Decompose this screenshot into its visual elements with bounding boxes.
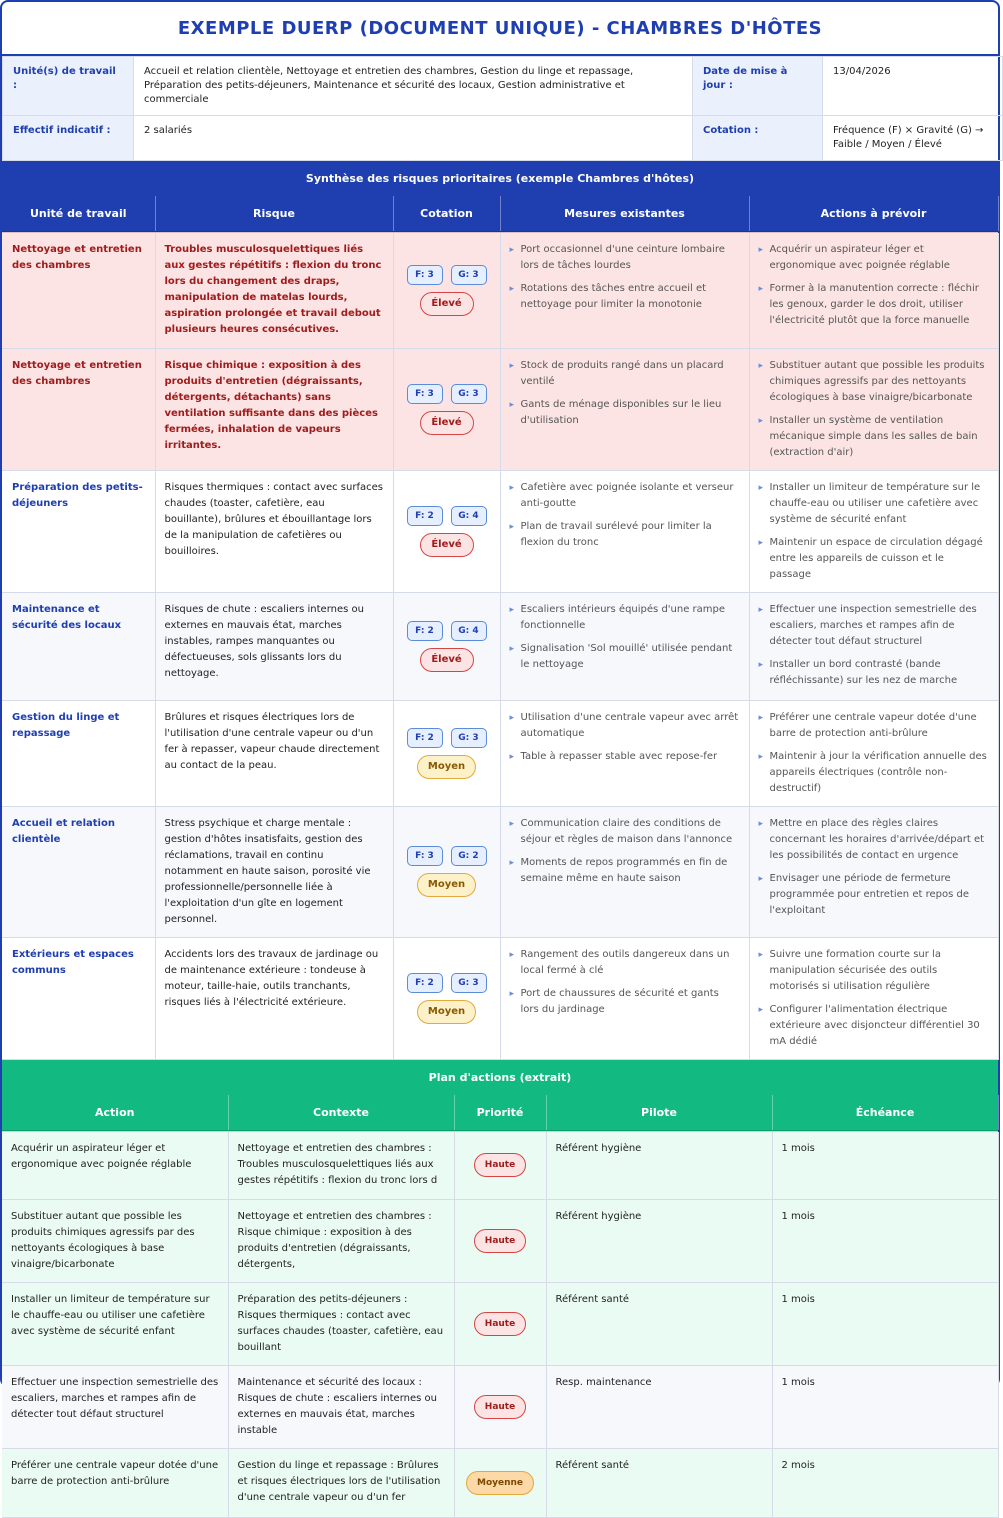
severity-chip: G: 3 xyxy=(451,384,487,404)
col-header-action: Action xyxy=(2,1095,228,1131)
priority-badge: Haute xyxy=(474,1153,526,1177)
rating-cell xyxy=(393,937,500,1059)
frequency-chip: F: 2 xyxy=(407,728,443,748)
rating-cell xyxy=(393,470,500,592)
plan-pilot: Référent hygiène xyxy=(546,1131,772,1200)
plan-action: Préférer une centrale vapeur dotée d'une barre de protection anti-brûlure xyxy=(2,1449,228,1518)
planned-action-item: ▸ Former à la manutention correcte : fléchir les genoux, garder le dos droit, utiliser l'électricité plutôt que la force manuelle xyxy=(759,281,989,329)
plan-context: Nettoyage et entretien des chambres : Risque chimique : exposition à des produits d'entretien (dégraissants, détergents, xyxy=(228,1200,454,1283)
planned-action-item: ▸ Installer un système de ventilation mécanique simple dans les salles de bain (extraction d'air) xyxy=(759,413,989,461)
plan-deadline: 1 mois xyxy=(772,1200,998,1283)
existing-measure-item: ▸ Port occasionnel d'une ceinture lombaire lors de tâches lourdes xyxy=(510,242,740,274)
page-title: EXEMPLE DUERP (DOCUMENT UNIQUE) - CHAMBRES D'HÔTES xyxy=(2,2,998,56)
existing-measures xyxy=(500,470,749,592)
existing-measure-item: ▸ Port de chaussures de sécurité et gants lors du jardinage xyxy=(510,986,740,1018)
existing-measure-item: ▸ Utilisation d'une centrale vapeur avec arrêt automatique xyxy=(510,710,740,742)
risk-level-badge: Élevé xyxy=(420,292,474,316)
rating-cell xyxy=(393,232,500,348)
date-label: Date de mise à jour : xyxy=(693,57,823,116)
priority-badge: Haute xyxy=(474,1312,526,1336)
priority-cell xyxy=(454,1131,546,1200)
work-unit: Gestion du linge et repassage xyxy=(2,700,155,806)
rating-cell xyxy=(393,700,500,806)
existing-measure-item: ▸ Plan de travail surélevé pour limiter la flexion du tronc xyxy=(510,519,740,551)
priority-cell xyxy=(454,1366,546,1449)
risk-table xyxy=(2,196,999,1060)
existing-measures xyxy=(500,700,749,806)
plan-deadline: 1 mois xyxy=(772,1283,998,1366)
existing-measure-item: ▸ Moments de repos programmés en fin de semaine même en haute saison xyxy=(510,855,740,887)
priority-cell xyxy=(454,1449,546,1518)
col-header-existing: Mesures existantes xyxy=(500,196,749,232)
risk-description: Risques thermiques : contact avec surfaces chaudes (toaster, cafetière, eau bouillante), brûlures et ébouillantage lors de la manipulation de cafetières ou bouilloires. xyxy=(155,470,393,592)
risk-level-badge: Élevé xyxy=(420,648,474,672)
planned-actions xyxy=(749,348,998,470)
plan-context: Gestion du linge et repassage : Brûlures et risques électriques lors de l'utilisation d'une centrale vapeur ou d'un fer xyxy=(228,1449,454,1518)
plan-deadline: 1 mois xyxy=(772,1131,998,1200)
action-plan-table xyxy=(2,1095,999,1518)
existing-measure-item: ▸ Gants de ménage disponibles sur le lieu d'utilisation xyxy=(510,397,740,429)
risk-description: Risques de chute : escaliers internes ou externes en mauvais état, marches instables, rampes manquantes ou défectueuses, sols glissants lors du nettoyage. xyxy=(155,592,393,700)
col-header-risk: Risque xyxy=(155,196,393,232)
severity-chip: G: 4 xyxy=(451,621,487,641)
plan-heading: Plan d'actions (extrait) xyxy=(2,1060,998,1095)
priority-badge: Haute xyxy=(474,1395,526,1419)
planned-action-item: ▸ Configurer l'alimentation électrique extérieure avec disjoncteur différentiel 30 mA dédié xyxy=(759,1002,989,1050)
plan-action: Installer un limiteur de température sur le chauffe-eau ou utiliser une cafetière avec système de sécurité enfant xyxy=(2,1283,228,1366)
col-header-context: Contexte xyxy=(228,1095,454,1131)
severity-chip: G: 4 xyxy=(451,506,487,526)
risk-row xyxy=(2,806,998,937)
plan-deadline: 2 mois xyxy=(772,1449,998,1518)
plan-row xyxy=(2,1366,998,1449)
priority-cell xyxy=(454,1200,546,1283)
planned-action-item: ▸ Installer un bord contrasté (bande réfléchissante) sur les nez de marche xyxy=(759,657,989,689)
frequency-chip: F: 3 xyxy=(407,265,443,285)
existing-measure-item: ▸ Cafetière avec poignée isolante et verseur anti-goutte xyxy=(510,480,740,512)
plan-action: Acquérir un aspirateur léger et ergonomique avec poignée réglable xyxy=(2,1131,228,1200)
plan-context: Préparation des petits-déjeuners : Risques thermiques : contact avec surfaces chaudes (toaster, cafetière, eau bouillant xyxy=(228,1283,454,1366)
col-header-deadline: Échéance xyxy=(772,1095,998,1131)
frequency-chip: F: 2 xyxy=(407,621,443,641)
severity-chip: G: 2 xyxy=(451,846,487,866)
existing-measure-item: ▸ Communication claire des conditions de séjour et règles de maison dans l'annonce xyxy=(510,816,740,848)
plan-deadline: 1 mois xyxy=(772,1366,998,1449)
frequency-chip: F: 2 xyxy=(407,973,443,993)
rating-cell xyxy=(393,592,500,700)
plan-row xyxy=(2,1449,998,1518)
planned-actions xyxy=(749,232,998,348)
risk-row xyxy=(2,348,998,470)
severity-chip: G: 3 xyxy=(451,728,487,748)
staff-value: 2 salariés xyxy=(134,116,693,161)
planned-action-item: ▸ Envisager une période de fermeture programmée pour entretien et repos de l'exploitant xyxy=(759,871,989,919)
plan-row xyxy=(2,1200,998,1283)
risk-description: Troubles musculosquelettiques liés aux gestes répétitifs : flexion du tronc lors du changement des draps, manipulation de matelas lourds, aspiration prolongée et travail debout plusieurs heures consécutives. xyxy=(155,232,393,348)
plan-action: Substituer autant que possible les produits chimiques agressifs par des nettoyants écologiques à base vinaigre/bicarbonate xyxy=(2,1200,228,1283)
risk-level-badge: Moyen xyxy=(417,755,476,779)
plan-row xyxy=(2,1283,998,1366)
priority-badge: Moyenne xyxy=(466,1471,534,1495)
risk-row xyxy=(2,700,998,806)
work-unit: Nettoyage et entretien des chambres xyxy=(2,232,155,348)
plan-context: Nettoyage et entretien des chambres : Troubles musculosquelettiques liés aux gestes répétitifs : flexion du tronc lors d xyxy=(228,1131,454,1200)
risk-row xyxy=(2,232,998,348)
frequency-chip: F: 3 xyxy=(407,846,443,866)
risk-row xyxy=(2,470,998,592)
existing-measure-item: ▸ Escaliers intérieurs équipés d'une rampe fonctionnelle xyxy=(510,602,740,634)
staff-label: Effectif indicatif : xyxy=(3,116,134,161)
frequency-chip: F: 2 xyxy=(407,506,443,526)
planned-action-item: ▸ Acquérir un aspirateur léger et ergonomique avec poignée réglable xyxy=(759,242,989,274)
planned-action-item: ▸ Substituer autant que possible les produits chimiques agressifs par des nettoyants écologiques à base vinaigre/bicarbonate xyxy=(759,358,989,406)
work-unit: Maintenance et sécurité des locaux xyxy=(2,592,155,700)
planned-action-item: ▸ Maintenir à jour la vérification annuelle des appareils électriques (contrôle non-destructif) xyxy=(759,749,989,797)
col-header-pilot: Pilote xyxy=(546,1095,772,1131)
planned-actions xyxy=(749,700,998,806)
planned-action-item: ▸ Suivre une formation courte sur la manipulation sécurisée des outils motorisés si utilisation régulière xyxy=(759,947,989,995)
risk-level-badge: Élevé xyxy=(420,533,474,557)
existing-measures xyxy=(500,592,749,700)
priority-badge: Haute xyxy=(474,1229,526,1253)
existing-measures xyxy=(500,937,749,1059)
work-unit: Accueil et relation clientèle xyxy=(2,806,155,937)
risk-row xyxy=(2,592,998,700)
planned-action-item: ▸ Préférer une centrale vapeur dotée d'une barre de protection anti-brûlure xyxy=(759,710,989,742)
severity-chip: G: 3 xyxy=(451,265,487,285)
risk-row xyxy=(2,937,998,1059)
planned-action-item: ▸ Mettre en place des règles claires concernant les horaires d'arrivée/départ et les possibilités de contact en urgence xyxy=(759,816,989,864)
col-header-rating: Cotation xyxy=(393,196,500,232)
work-unit: Nettoyage et entretien des chambres xyxy=(2,348,155,470)
work-unit: Préparation des petits-déjeuners xyxy=(2,470,155,592)
planned-actions xyxy=(749,806,998,937)
risk-description: Accidents lors des travaux de jardinage ou de maintenance extérieure : tondeuse à moteur, taille-haie, outils tranchants, risques liés à l'électricité extérieure. xyxy=(155,937,393,1059)
existing-measure-item: ▸ Rotations des tâches entre accueil et nettoyage pour limiter la monotonie xyxy=(510,281,740,313)
units-label: Unité(s) de travail : xyxy=(3,57,134,116)
existing-measure-item: ▸ Stock de produits rangé dans un placard ventilé xyxy=(510,358,740,390)
col-header-priority: Priorité xyxy=(454,1095,546,1131)
planned-action-item: ▸ Maintenir un espace de circulation dégagé entre les appareils de cuisson et le passage xyxy=(759,535,989,583)
col-header-actions: Actions à prévoir xyxy=(749,196,998,232)
existing-measure-item: ▸ Rangement des outils dangereux dans un local fermé à clé xyxy=(510,947,740,979)
synthesis-heading: Synthèse des risques prioritaires (exemple Chambres d'hôtes) xyxy=(2,161,998,196)
risk-level-badge: Moyen xyxy=(417,873,476,897)
plan-pilot: Référent santé xyxy=(546,1283,772,1366)
planned-action-item: ▸ Installer un limiteur de température sur le chauffe-eau ou utiliser une cafetière avec système de sécurité enfant xyxy=(759,480,989,528)
risk-description: Stress psychique et charge mentale : gestion d'hôtes insatisfaits, gestion des réclamations, travail en continu notamment en haute saison, porosité vie professionnelle/personnelle liée à l'exploitation d'un gîte en logement personnel. xyxy=(155,806,393,937)
risk-description: Risque chimique : exposition à des produits d'entretien (dégraissants, détergents, détachants) sans ventilation suffisante dans des pièces fermées, inhalation de vapeurs irritantes. xyxy=(155,348,393,470)
risk-description: Brûlures et risques électriques lors de l'utilisation d'une centrale vapeur ou d'un fer à repasser, vapeur chaude directement au contact de la peau. xyxy=(155,700,393,806)
priority-cell xyxy=(454,1283,546,1366)
existing-measure-item: ▸ Signalisation 'Sol mouillé' utilisée pendant le nettoyage xyxy=(510,641,740,673)
work-unit: Extérieurs et espaces communs xyxy=(2,937,155,1059)
planned-actions xyxy=(749,592,998,700)
existing-measures xyxy=(500,232,749,348)
plan-row xyxy=(2,1131,998,1200)
planned-actions xyxy=(749,470,998,592)
existing-measures xyxy=(500,806,749,937)
rating-value: Fréquence (F) × Gravité (G) → Faible / Moyen / Élevé xyxy=(823,116,1003,161)
date-value: 13/04/2026 xyxy=(823,57,1003,116)
risk-level-badge: Élevé xyxy=(420,411,474,435)
plan-pilot: Référent hygiène xyxy=(546,1200,772,1283)
col-header-unit: Unité de travail xyxy=(2,196,155,232)
risk-level-badge: Moyen xyxy=(417,1000,476,1024)
units-value: Accueil et relation clientèle, Nettoyage et entretien des chambres, Gestion du linge et repassage, Préparation des petits-déjeuners, Maintenance et sécurité des locaux, Gestion administrative et commerciale xyxy=(134,57,693,116)
rating-cell xyxy=(393,348,500,470)
plan-pilot: Référent santé xyxy=(546,1449,772,1518)
info-table xyxy=(2,56,1003,161)
plan-pilot: Resp. maintenance xyxy=(546,1366,772,1449)
planned-actions xyxy=(749,937,998,1059)
plan-context: Maintenance et sécurité des locaux : Risques de chute : escaliers internes ou externes en mauvais état, marches instable xyxy=(228,1366,454,1449)
existing-measures xyxy=(500,348,749,470)
rating-label: Cotation : xyxy=(693,116,823,161)
frequency-chip: F: 3 xyxy=(407,384,443,404)
plan-action: Effectuer une inspection semestrielle des escaliers, marches et rampes afin de détecter tout défaut structurel xyxy=(2,1366,228,1449)
planned-action-item: ▸ Effectuer une inspection semestrielle des escaliers, marches et rampes afin de détecter tout défaut structurel xyxy=(759,602,989,650)
existing-measure-item: ▸ Table à repasser stable avec repose-fer xyxy=(510,749,740,765)
rating-cell xyxy=(393,806,500,937)
severity-chip: G: 3 xyxy=(451,973,487,993)
